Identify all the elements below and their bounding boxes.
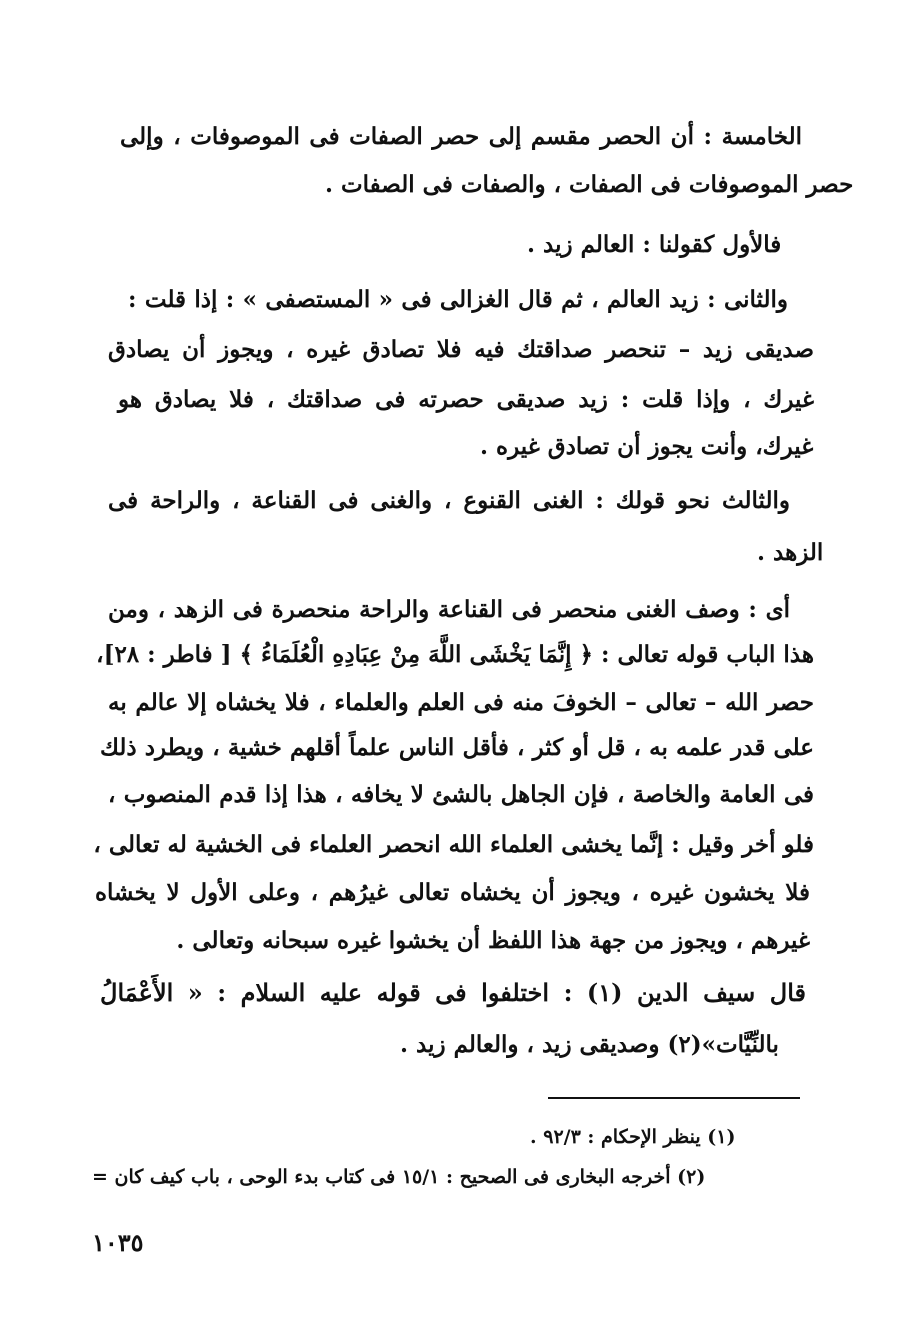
footnote-1: (١) ينظر الإحكام : ٩٢/٣ .: [530, 1126, 736, 1148]
footnote-separator: [548, 1097, 800, 1099]
text-line: غيرهم ، ويجوز من جهة هذا اللفظ أن يخشوا غيره سبحانه وتعالى .: [176, 927, 810, 954]
text-line: أى : وصف الغنى منحصر فى القناعة والراحة منحصرة فى الزهد ، ومن: [108, 596, 790, 623]
text-line: فلو أخر وقيل : إنَّما يخشى العلماء الله انحصر العلماء فى الخشية له تعالى ،: [93, 831, 814, 858]
text-line: بالنِّيَّات»(٢) وصديقى زيد ، والعالم زيد .: [400, 1031, 779, 1058]
text-line: والثانى : زيد العالم ، ثم قال الغزالى فى « المستصفى » : إذا قلت :: [128, 286, 788, 313]
text-line: والثالث نحو قولك : الغنى القنوع ، والغنى فى القناعة ، والراحة فى: [108, 487, 790, 514]
text-line: الخامسة : أن الحصر مقسم إلى حصر الصفات فى الموصوفات ، وإلى: [120, 123, 802, 150]
text-line: غيرك، وأنت يجوز أن تصادق غيره .: [480, 433, 814, 460]
text-line: على قدر علمه به ، قل أو كثر ، فأقل الناس علماً أقلهم خشية ، ويطرد ذلك: [100, 734, 814, 761]
page-number: ١٠٣٥: [92, 1228, 144, 1257]
text-line: حصر الموصوفات فى الصفات ، والصفات فى الصفات .: [325, 171, 854, 198]
text-line: حصر الله – تعالى – الخوفَ منه فى العلم والعلماء ، فلا يخشاه إلا عالم به: [108, 689, 814, 716]
text-line: فى العامة والخاصة ، فإن الجاهل بالشئ لا يخافه ، هذا إذا قدم المنصوب ،: [108, 781, 814, 808]
text-line: قال سيف الدين (١) : اختلفوا فى قوله عليه السلام : « الأَعْمَالُ: [100, 978, 806, 1007]
footnote-2: (٢) أخرجه البخارى فى الصحيح : ١٥/١ فى كتاب بدء الوحى ، باب كيف كان =: [92, 1166, 706, 1188]
text-line: هذا الباب قوله تعالى : ﴿ إِنَّمَا يَخْشَى اللَّهَ مِنْ عِبَادِهِ الْعُلَمَاءُ ﴾ [ فاطر : ٢٨]،: [96, 641, 814, 668]
text-line: غيرك ، وإذا قلت : زيد صديقى حصرته فى صداقتك ، فلا يصادق هو: [118, 386, 814, 413]
text-line: فلا يخشون غيره ، ويجوز أن يخشاه تعالى غيرُهم ، وعلى الأول لا يخشاه: [95, 879, 810, 906]
text-line: فالأول كقولنا : العالم زيد .: [527, 231, 782, 258]
text-line: الزهد .: [757, 539, 824, 566]
text-line: صديقى زيد – تنحصر صداقتك فيه فلا تصادق غيره ، ويجوز أن يصادق: [108, 336, 814, 363]
